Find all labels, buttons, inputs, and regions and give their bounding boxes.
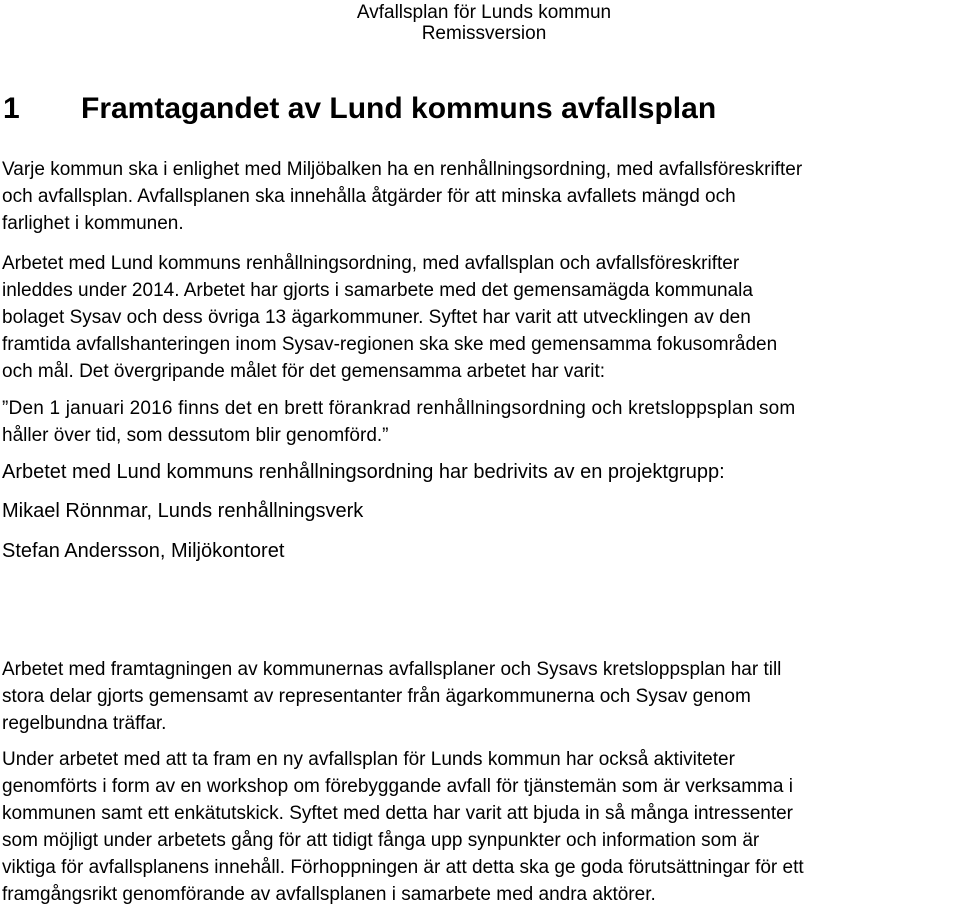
text-line: som möjligt under arbetets gång för att tidigt fånga upp synpunkter och information som är xyxy=(2,830,760,851)
text-line: farlighet i kommunen. xyxy=(2,213,184,234)
section-number: 1 xyxy=(3,92,20,125)
paragraph-goal-quote xyxy=(2,395,960,449)
text-line: genomförts i form av en workshop om förebyggande avfall för tjänstemän som är verksamma i xyxy=(2,776,793,797)
text-line: framtida avfallshanteringen inom Sysav-regionen ska ske med gemensamma fokusområden xyxy=(2,334,778,355)
text-line: Arbetet med Lund kommuns renhållningsordning, med avfallsplan och avfallsföreskrifter xyxy=(2,253,740,274)
text-line: regelbundna träffar. xyxy=(2,713,167,734)
paragraph-collaboration xyxy=(2,656,960,737)
text-line: håller över tid, som dessutom blir genomförd.” xyxy=(2,425,389,446)
text-line: Under arbetet med att ta fram en ny avfallsplan för Lunds kommun har också aktiviteter xyxy=(2,749,735,770)
text-line: Varje kommun ska i enlighet med Miljöbalken ha en renhållningsordning, med avfallsföreskrifter xyxy=(2,159,803,180)
project-member-2 xyxy=(2,537,960,565)
running-header-title: Avfallsplan för Lunds kommun xyxy=(356,2,612,23)
running-header-subtitle: Remissversion xyxy=(421,23,547,44)
paragraph-intro xyxy=(2,156,960,237)
project-member-1 xyxy=(2,497,960,525)
text-line: inleddes under 2014. Arbetet har gjorts i samarbete med det gemensamägda kommunala xyxy=(2,280,753,301)
text-line: stora delar gjorts gemensamt av representanter från ägarkommunerna och Sysav genom xyxy=(2,686,751,707)
paragraph-project-group xyxy=(2,458,960,486)
text-line: och mål. Det övergripande målet för det gemensamma arbetet har varit: xyxy=(2,361,606,382)
text-line: ”Den 1 januari 2016 finns det en brett förankrad renhållningsordning och kretsloppsplan som xyxy=(2,398,796,419)
paragraph-background xyxy=(2,250,960,385)
text-line: Arbetet med Lund kommuns renhållningsordning har bedrivits av en projektgrupp: xyxy=(2,461,725,483)
text-line: framgångsrikt genomförande av avfallsplanen i samarbete med andra aktörer. xyxy=(2,884,656,905)
section-heading xyxy=(3,89,716,129)
text-line: viktiga för avfallsplanens innehåll. Förhoppningen är att detta ska ge goda förutsättningar för ett xyxy=(2,857,804,878)
text-line: och avfallsplan. Avfallsplanen ska innehålla åtgärder för att minska avfallets mängd och xyxy=(2,186,736,207)
section-title: Framtagandet av Lund kommuns avfallsplan xyxy=(81,92,717,125)
text-line: Arbetet med framtagningen av kommunernas avfallsplaner och Sysavs kretsloppsplan har till xyxy=(2,659,782,680)
text-line: kommunen samt ett enkätutskick. Syftet med detta har varit att bjuda in så många intressenter xyxy=(2,803,793,824)
text-line: Mikael Rönnmar, Lunds renhållningsverk xyxy=(2,500,364,522)
text-line: bolaget Sysav och dess övriga 13 ägarkommuner. Syftet har varit att utvecklingen av den xyxy=(2,307,751,328)
paragraph-activities xyxy=(2,746,960,908)
text-line: Stefan Andersson, Miljökontoret xyxy=(2,540,285,562)
